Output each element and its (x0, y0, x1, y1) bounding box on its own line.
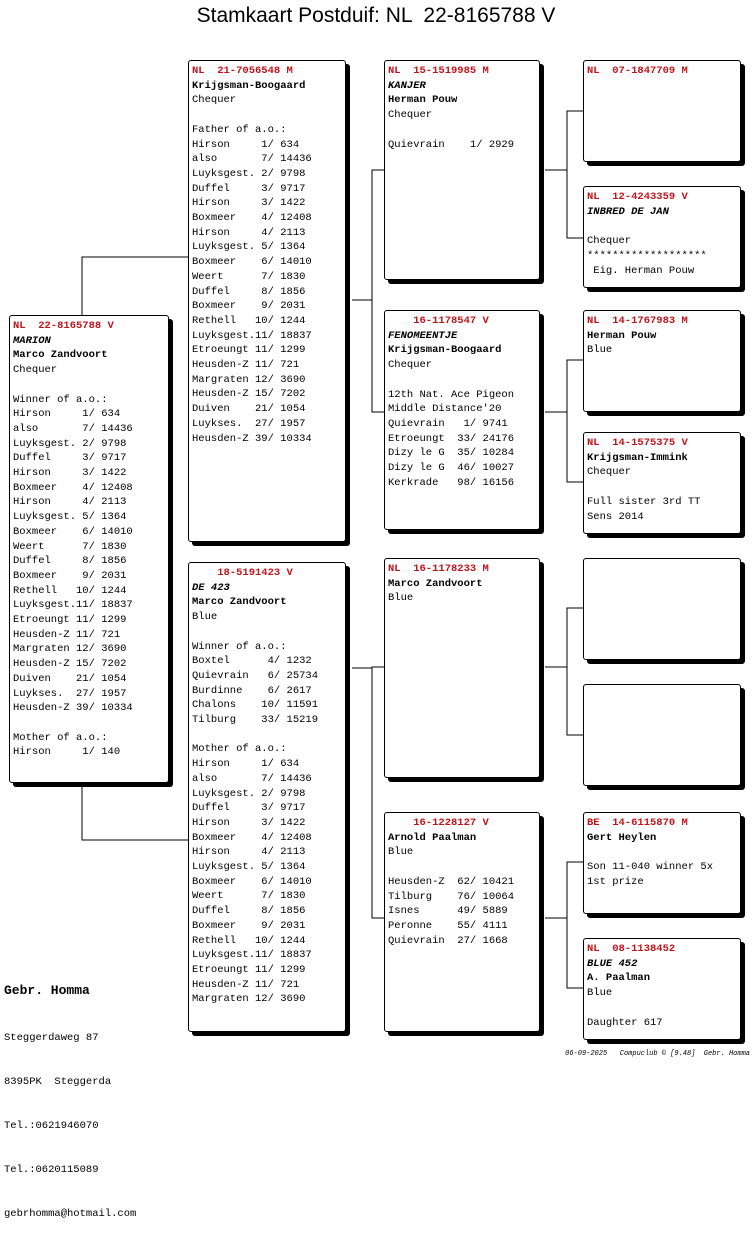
result-line: Margraten 12/ 3690 (192, 993, 306, 1006)
result-line: also 7/ 14436 (192, 772, 312, 785)
breeder-name: Gebr. Homma (4, 983, 90, 999)
pigeon-card-great-grandparent-1[interactable] (583, 60, 741, 162)
breeder-address: Steggerdaweg 87 (4, 1031, 99, 1044)
section-heading: Mother of a.o.: (192, 743, 287, 756)
result-line: Burdinne 6/ 2617 (192, 684, 312, 697)
result-line: Luykses. 27/ 1957 (192, 417, 306, 430)
result-line: Luyksgest. 5/ 1364 (13, 511, 127, 524)
connector-mf-mfm (567, 667, 583, 735)
result-line: Boxmeer 6/ 14010 (192, 256, 312, 269)
pigeon-name: BLUE 452 (587, 957, 638, 970)
spacer (192, 728, 341, 743)
owner-name: Krijgsman-Immink (587, 451, 688, 464)
ring-number: NL 07-1847709 M (587, 65, 688, 77)
pigeon-card-mother[interactable] (188, 562, 346, 1032)
result-line: Kerkrade 98/ 16156 (388, 476, 515, 489)
result-line: Boxmeer 4/ 12408 (13, 481, 133, 494)
result-line: Boxtel 4/ 1232 (192, 655, 312, 668)
pigeon-color: Chequer (388, 109, 433, 122)
result-line: Hirson 3/ 1422 (13, 467, 127, 480)
result-line: Duiven 21/ 1054 (192, 403, 306, 416)
result-line: Etroeungt 11/ 1299 (192, 344, 306, 357)
result-line: Isnes 49/ 5889 (388, 905, 508, 918)
result-line: ******************* (587, 249, 707, 262)
result-line: Duffel 3/ 9717 (192, 182, 306, 195)
result-line: Boxmeer 4/ 12408 (192, 831, 312, 844)
ring-number: 16-1228127 V (388, 817, 489, 829)
result-line: Duffel 3/ 9717 (192, 802, 306, 815)
pigeon-color: Blue (192, 611, 218, 624)
result-line: Rethell 10/ 1244 (13, 584, 127, 597)
result-line: Etroeungt 11/ 1299 (13, 614, 127, 627)
connector-father-fm (372, 300, 384, 412)
result-line: Hirson 1/ 634 (13, 408, 121, 421)
result-line: Heusden-Z 39/ 10334 (13, 702, 133, 715)
ring-number: NL 22-8165788 V (13, 320, 114, 332)
result-line: Duffel 8/ 1856 (13, 555, 127, 568)
result-line: Boxmeer 6/ 14010 (13, 525, 133, 538)
pigeon-name: INBRED DE JAN (587, 205, 669, 218)
owner-name: Krijgsman-Boogaard (192, 79, 306, 92)
result-line: Hirson 1/ 634 (192, 138, 300, 151)
spacer (13, 378, 164, 393)
ring-number: NL 08-1138452 (587, 943, 676, 955)
result-line: Boxmeer 4/ 12408 (192, 212, 312, 225)
footer-credit: 06-09-2025 Compuclub © [9.48] Gebr. Homma (565, 1050, 750, 1058)
result-line: Boxmeer 6/ 14010 (192, 875, 312, 888)
pigeon-card-subject[interactable] (9, 315, 169, 783)
result-line: Eig. Herman Pouw (587, 264, 695, 277)
connector-ff-ffm (567, 170, 583, 238)
result-line: Dizy le G 35/ 10284 (388, 447, 515, 460)
result-line: Heusden-Z 39/ 10334 (192, 432, 312, 445)
ring-number: NL 14-1575375 V (587, 437, 688, 449)
connector-father-ff (352, 170, 384, 300)
result-line: Tilburg 76/ 10064 (388, 890, 515, 903)
connector-fm-fmf (545, 360, 583, 412)
connector-mm-mmm (567, 918, 583, 988)
spacer (13, 716, 164, 731)
section-heading: Winner of a.o.: (192, 640, 287, 653)
pigeon-color: Chequer (587, 466, 632, 479)
result-line: Hirson 1/ 140 (13, 746, 121, 759)
result-line: Chalons 10/ 11591 (192, 699, 319, 712)
ring-number: NL 16-1178233 M (388, 563, 489, 575)
result-line: 1st prize (587, 875, 644, 888)
result-line: also 7/ 14436 (13, 422, 133, 435)
pigeon-card-great-grandparent-5[interactable] (583, 558, 741, 660)
pigeon-name: FENOMEENTJE (388, 329, 458, 342)
ring-number: 16-1178547 V (388, 315, 489, 327)
result-line: Hirson 3/ 1422 (192, 816, 306, 829)
page-title: Stamkaart Postduif: NL 22-8165788 V (196, 4, 556, 27)
result-line: Luyksgest. 2/ 9798 (192, 167, 306, 180)
result-line: Duffel 3/ 9717 (13, 452, 127, 465)
ring-number: NL 15-1519985 M (388, 65, 489, 77)
result-line: Margraten 12/ 3690 (192, 373, 306, 386)
result-line: Etroeungt 11/ 1299 (192, 963, 306, 976)
owner-name: Arnold Paalman (388, 831, 477, 844)
owner-name: Herman Pouw (587, 329, 657, 342)
pigeon-card-maternal-grandmother[interactable] (384, 812, 540, 1032)
result-line: Quievrain 27/ 1668 (388, 934, 508, 947)
result-line: Heusden-Z 15/ 7202 (13, 658, 127, 671)
pigeon-color: Blue (587, 987, 613, 1000)
result-line: Quievrain 1/ 2929 (388, 138, 515, 151)
result-line: Daughter 617 (587, 1016, 663, 1029)
pigeon-card-paternal-grandmother[interactable] (384, 310, 540, 530)
ring-number: NL 14-1767983 M (587, 315, 688, 327)
result-line: Heusden-Z 11/ 721 (192, 978, 300, 991)
result-line: Hirson 4/ 2113 (13, 496, 127, 509)
breeder-postal: 8395PK Steggerda (4, 1075, 112, 1088)
result-line: Quievrain 1/ 9741 (388, 417, 508, 430)
owner-name: Gert Heylen (587, 831, 657, 844)
spacer (192, 108, 341, 123)
pigeon-color: Blue (388, 846, 414, 859)
section-heading: Mother of a.o.: (13, 731, 108, 744)
pigeon-name: MARION (13, 334, 51, 347)
result-line: Middle Distance'20 (388, 403, 502, 416)
result-line: Luykses. 27/ 1957 (13, 687, 127, 700)
pigeon-card-great-grandparent-6[interactable] (583, 684, 741, 786)
owner-name: A. Paalman (587, 972, 651, 985)
result-line: Sens 2014 (587, 510, 644, 523)
owner-name: Marco Zandvoort (13, 349, 108, 362)
connector-subject-mother (82, 783, 188, 840)
breeder-email[interactable]: gebrhomma@hotmail.com (4, 1208, 137, 1221)
ring-number: NL 21-7056548 M (192, 65, 293, 77)
result-line: Luyksgest. 5/ 1364 (192, 861, 306, 874)
result-line: Duiven 21/ 1054 (13, 672, 127, 685)
connector-mf-mff (545, 608, 583, 667)
result-line: Luyksgest.11/ 18837 (13, 599, 133, 612)
spacer (192, 625, 341, 640)
result-line: Hirson 1/ 634 (192, 758, 300, 771)
result-line: Rethell 10/ 1244 (192, 934, 306, 947)
spacer (388, 860, 535, 875)
result-line: also 7/ 14436 (192, 153, 312, 166)
ring-number: 18-5191423 V (192, 567, 293, 579)
section-heading: Winner of a.o.: (13, 393, 108, 406)
result-line: Tilburg 33/ 15219 (192, 714, 319, 727)
pigeon-card-great-grandparent-7[interactable] (583, 812, 741, 914)
result-line: Luyksgest. 5/ 1364 (192, 241, 306, 254)
pigeon-card-great-grandparent-2[interactable] (583, 186, 741, 288)
result-line: Margraten 12/ 3690 (13, 643, 127, 656)
spacer (587, 219, 736, 234)
result-line: Luyksgest.11/ 18837 (192, 949, 312, 962)
connector-mother-mf (352, 667, 384, 668)
spacer (587, 1001, 736, 1016)
pigeon-color: Chequer (13, 364, 58, 377)
spacer (388, 123, 535, 138)
result-line: 12th Nat. Ace Pigeon (388, 388, 515, 401)
connector-mother-mm (372, 668, 384, 918)
owner-name: Marco Zandvoort (388, 577, 483, 590)
result-line: Son 11-040 winner 5x (587, 861, 714, 874)
pigeon-card-maternal-grandfather[interactable] (384, 558, 540, 778)
pigeon-color: Chequer (192, 94, 237, 107)
pigeon-card-great-grandparent-3[interactable] (583, 310, 741, 412)
result-line: Boxmeer 9/ 2031 (13, 569, 127, 582)
pigeon-card-great-grandparent-8[interactable] (583, 938, 741, 1040)
connector-fm-fmm (567, 412, 583, 482)
pigeon-card-father[interactable] (188, 60, 346, 542)
owner-name: Herman Pouw (388, 94, 458, 107)
result-line: Duffel 8/ 1856 (192, 285, 306, 298)
breeder-phone-2: Tel.:0620115089 (4, 1164, 99, 1177)
connector-ff-fff (545, 111, 583, 170)
result-line: Quievrain 6/ 25734 (192, 669, 319, 682)
spacer (587, 480, 736, 495)
result-line: Dizy le G 46/ 10027 (388, 462, 515, 475)
result-line: Heusden-Z 11/ 721 (192, 359, 300, 372)
connector-mm-mmf (545, 862, 583, 918)
owner-name: Marco Zandvoort (192, 596, 287, 609)
pigeon-color: Blue (587, 344, 613, 357)
result-line: Heusden-Z 62/ 10421 (388, 875, 515, 888)
pigeon-color: Chequer (388, 359, 433, 372)
pigeon-color: Chequer (587, 235, 632, 248)
pigeon-card-great-grandparent-4[interactable] (583, 432, 741, 534)
result-line: Heusden-Z 15/ 7202 (192, 388, 306, 401)
result-line: Weert 7/ 1830 (192, 890, 306, 903)
result-line: Luyksgest. 2/ 9798 (13, 437, 127, 450)
result-line: Peronne 55/ 4111 (388, 919, 508, 932)
result-line: Heusden-Z 11/ 721 (13, 628, 121, 641)
result-line: Full sister 3rd TT (587, 495, 701, 508)
pigeon-card-paternal-grandfather[interactable] (384, 60, 540, 280)
pigeon-name: KANJER (388, 79, 426, 92)
result-line: Rethell 10/ 1244 (192, 314, 306, 327)
breeder-phone-1: Tel.:0621946070 (4, 1120, 99, 1133)
result-line: Etroeungt 33/ 24176 (388, 432, 515, 445)
result-line: Boxmeer 9/ 2031 (192, 300, 306, 313)
section-heading: Father of a.o.: (192, 123, 287, 136)
owner-name: Krijgsman-Boogaard (388, 344, 502, 357)
result-line: Luyksgest. 2/ 9798 (192, 787, 306, 800)
result-line: Hirson 4/ 2113 (192, 846, 306, 859)
result-line: Luyksgest.11/ 18837 (192, 329, 312, 342)
pigeon-name: DE 423 (192, 581, 230, 594)
result-line: Weert 7/ 1830 (13, 540, 127, 553)
spacer (388, 373, 535, 388)
pigeon-color: Blue (388, 592, 414, 605)
breeder-info (4, 952, 136, 1237)
result-line: Boxmeer 9/ 2031 (192, 919, 306, 932)
ring-number: BE 14-6115870 M (587, 817, 688, 829)
ring-number: NL 12-4243359 V (587, 191, 688, 203)
connector-subject-parents (82, 257, 188, 315)
result-line: Duffel 8/ 1856 (192, 905, 306, 918)
result-line: Hirson 4/ 2113 (192, 226, 306, 239)
result-line: Hirson 3/ 1422 (192, 197, 306, 210)
spacer (587, 845, 736, 860)
result-line: Weert 7/ 1830 (192, 270, 306, 283)
